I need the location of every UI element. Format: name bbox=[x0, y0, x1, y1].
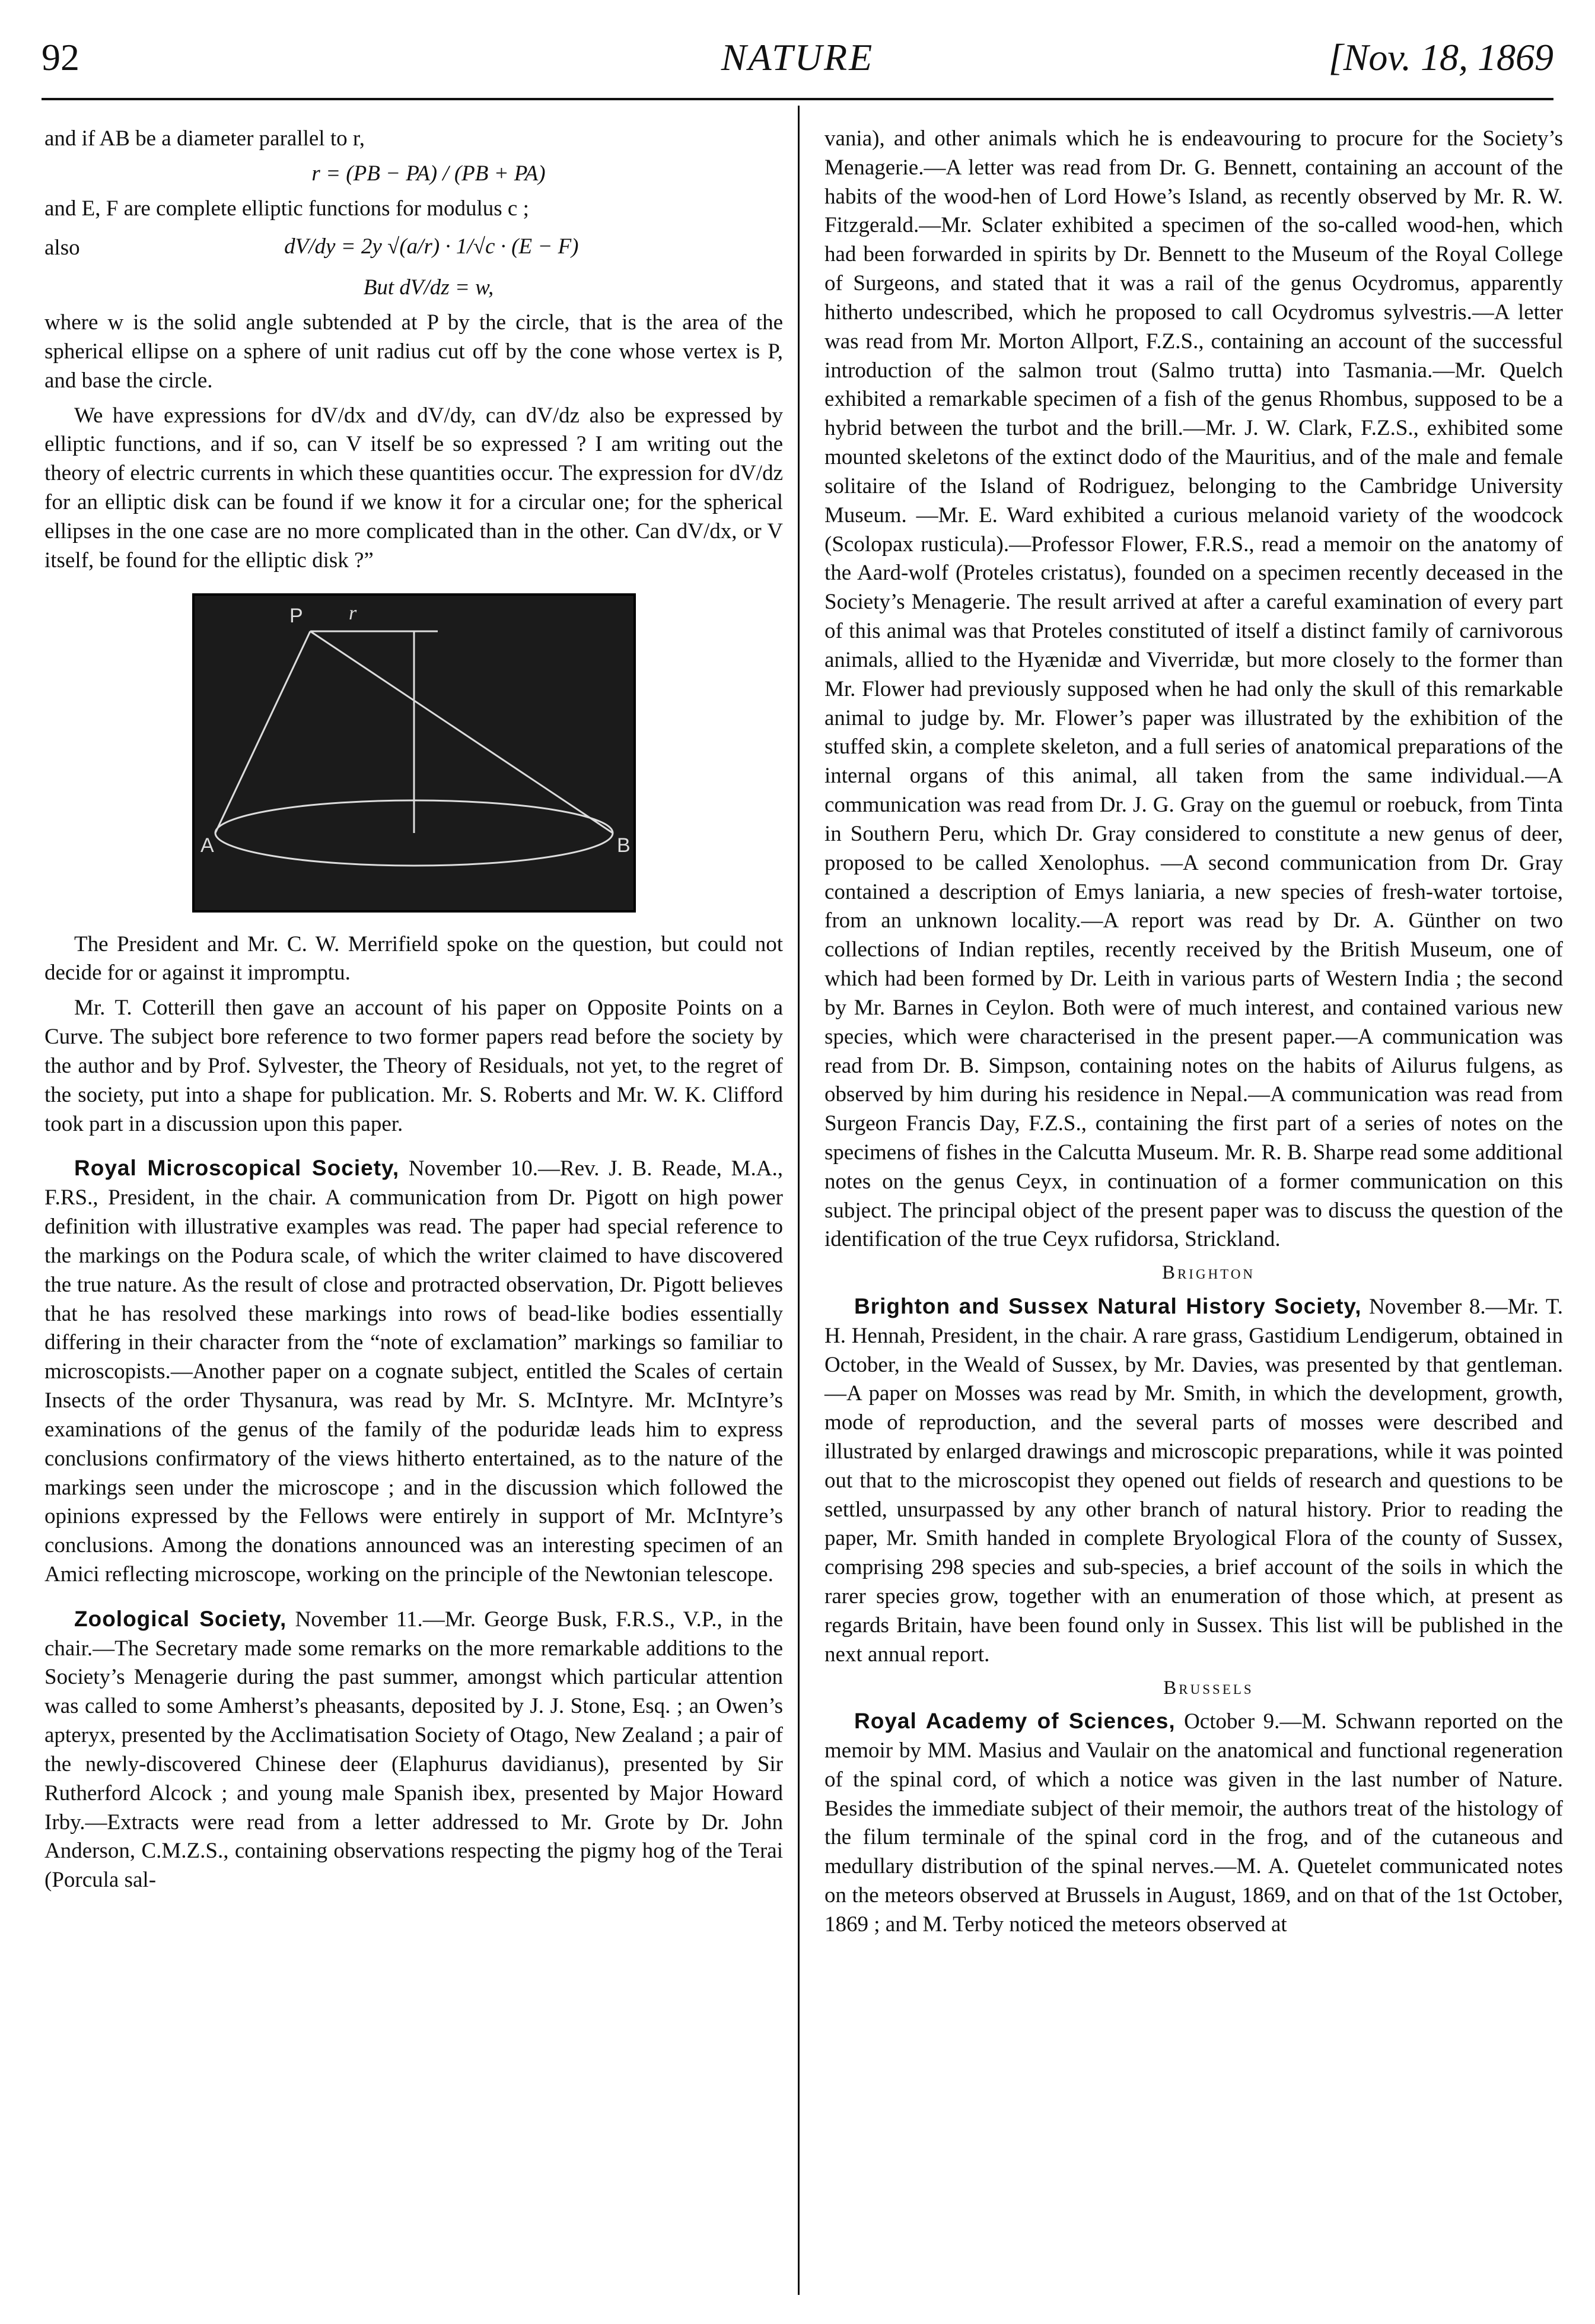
issue-date: [Nov. 18, 1869 bbox=[1328, 36, 1553, 78]
page-number: 92 bbox=[42, 36, 79, 78]
equation: dV/dy = 2y √(a/r) · 1/√c · (E − F) bbox=[284, 234, 579, 259]
equation: But dV/dz = w, bbox=[363, 275, 494, 300]
section-heading: Royal Academy of Sciences, bbox=[854, 1709, 1176, 1734]
left-column bbox=[44, 125, 783, 1901]
section-heading: Zoological Society, bbox=[74, 1606, 287, 1631]
right-column bbox=[824, 125, 1563, 1945]
section-body: November 11.—Mr. George Busk, F.R.S., V.P., in the chair.—The Secretary made some remarks on the more remarkable additions to the Society’s Menagerie during the past summer, amongst which particular attention was called to some Amherst’s pheasants, deposited by J. J. Stone, Esq. ; an Owen’s apteryx, presented by the Acclimatisation Society of Otago, New Zealand ; a pair of the newly-discovered Chinese deer (Elaphurus davidianus), presented by Sir Rutherford Alcock ; and young male Spanish ibex, presented by Major Howard Irby.—Extracts were read from a letter addressed to Mr. Grote by Dr. John Anderson, C.M.Z.S., containing observations respecting the pigmy hog of the Terai (Porcula sal- bbox=[44, 1607, 783, 1893]
equation-row bbox=[44, 229, 783, 268]
paragraph bbox=[824, 1707, 1563, 1940]
equation: r = (PB − PA) / (PB + PA) bbox=[311, 161, 546, 186]
section-body: November 10.—Rev. J. B. Reade, M.A., F.RS., President, in the chair. A communication from Dr. Pigott on high power definition with illustrative examples was read. The paper had special reference to the markings on the Podura scale, of which the writer claimed to have discovered the true nature. As the result of close and protracted observation, Dr. Pigott believes that he has resolved these markings into rows of bead-like bodies essentially differing in their character from the “note of exclamation” markings so familiar to microscopists.—Another paper on a cognate subject, entitled the Scales of certain Insects of the order Thysanura, was read by Mr. S. McIntyre. Mr. McIntyre’s examinations of the genus of the family of the poduridæ leads him to express conclusions confirmatory of the views hitherto entertained, as to the nature of the markings seen under the microscope ; and in the discussion which followed the opinions expressed by the Fellows were entirely in support of Mr. McIntyre’s conclusions. Among the donations announced was an interesting specimen of an Amici reflecting microscope, working on the principle of the Newtonian telescope. bbox=[44, 1156, 783, 1587]
label-p: P bbox=[289, 604, 303, 627]
equation-label: also bbox=[44, 236, 80, 260]
page-header bbox=[42, 36, 1553, 101]
paragraph bbox=[824, 1292, 1563, 1670]
section-body: October 9.—M. Schwann reported on the memoir by MM. Masius and Vaulair on the anatomical and functional regeneration of the spinal cord, of which a notice was given in the last number of Nature. Besides the immediate subject of their memoir, the authors treat of the histology of the filum terminale of the spinal cord in the frog, and of the cutaneous and medullary distribution of the spinal nerves.—M. A. Quetelet communicated notes on the meteors observed at Brussels in August, 1869, and on that of the 1st October, 1869 ; and M. Terby noticed the meteors observed at bbox=[824, 1709, 1563, 1937]
cone-edge-right bbox=[310, 631, 613, 833]
column-divider bbox=[798, 106, 800, 2295]
paragraph: Mr. T. Cotterill then gave an account of his paper on Opposite Points on a Curve. The subject bore reference to two former papers read before the society by the author and by Prof. Sylvester, the Theory of Residuals, not yet, to the regret of the society, put into a shape for publication. Mr. S. Roberts and Mr. W. K. Clifford took part in a discussion upon this paper. bbox=[44, 996, 783, 1136]
section-body: November 8.—Mr. T. H. Hennah, President, in the chair. A rare grass, Gastidium Lendigerum, obtained in October, in the Weald of Sussex, by Mr. Davies, was presented by that gentleman.—A paper on Mosses was read by Mr. Smith, in which the development, growth, mode of reproduction, and the several parts of mosses were described and illustrated by enlarged drawings and microscopic preparations, while it was pointed out that to the microscopist they opened out fields of research and questions to be settled, unsurpassed by any other branch of natural history. Prior to reading the paper, Mr. Smith handed in complete Bryological Flora of the county of Sussex, comprising 298 species and sub-species, a brief account of the soils in which the rarer species grow, together with an enumeration of those which, at present as regards Britain, have been found only in Sussex. This list will be published in the next annual report. bbox=[824, 1294, 1564, 1667]
cone-figure bbox=[192, 593, 636, 913]
paragraph: The President and Mr. C. W. Merrifield spoke on the question, but could not decide for or against it impromptu. bbox=[44, 931, 783, 985]
paragraph bbox=[44, 1154, 783, 1589]
paragraph: We have expressions for dV/dx and dV/dy, can dV/dz also be expressed by elliptic functions, and if so, can V itself be so expressed ? I am writing out the theory of electric currents in which these quantities occur. The expression for dV/dz for an elliptic disk can be found if we know it for a circular one; for the spherical ellipses in the one case are no more complicated than in the other. Can dV/dx, or V itself, be found for the elliptic disk ?” bbox=[44, 403, 783, 573]
paragraph: vania), and other animals which he is endeavouring to procure for the Society’s Menagerie.—A letter was read from Dr. G. Bennett, containing an account of the habits of the wood-hen of Lord Howe’s Island, as recently observed by Mr. R. W. Fitzgerald.—Mr. Sclater exhibited a specimen of the so-called wood-hen, which had been forwarded in spirits by Dr. Bennett to the Museum of the Royal College of Surgeons, and stated that it was a rail of the genus Ocydromus, apparently hitherto undescribed, which he proposed to call Ocydromus sylvestris.—A letter was read from Mr. Morton Allport, F.Z.S., containing an account of the successful introduction of the salmon trout (Salmo trutta) into Tasmania.—Mr. Quelch exhibited a remarkable specimen of a fish of the genus Rhombus, supposed to be a hybrid between the turbot and the brill.—Mr. J. W. Clark, F.Z.S., exhibited some mounted skeletons of the extinct dodo of the Mauritius, and of the male and female solitaire of the Island of Rodriguez, belonging to the Cambridge University Museum. —Mr. E. Ward exhibited a curious melanoid variety of the woodcock (Scolopax rusticula).—Professor Flower, F.R.S., read a memoir on the anatomy of the Aard-wolf (Proteles cristatus), founded on a specimen recently deceased in the Society’s Menagerie. The result arrived at after a careful examination of every part of this animal was that Proteles constituted of itself a distinct family of carnivorous animals, allied to the Hyænidæ and Viverridæ, but more closely to the former than Mr. Flower had previously supposed when he had only the skull of this remarkable animal to judge by. Mr. Flower’s paper was illustrated by the exhibition of the stuffed skin, a complete skeleton, and a full series of anatomical preparations of the internal organs of this animal, all taken from the same individual.—A communication was read from Dr. J. G. Gray on the guemul or roebuck, from Tinta in Southern Peru, which Dr. Gray considered to constitute a new genus of deer, proposed to be called Xenolophus. —A second communication from Dr. Gray contained a description of Emys laniaria, a new species of fresh-water tortoise, from an unknown locality.—A report was read by Dr. A. Günther on two collections of Indian reptiles, recently received by the British Museum, one of which had been formed by Dr. Leith in various parts of Western India ; the second by Mr. Barnes in Ceylon. Both were of much interest, and contained various new species, which were characterised in the present paper.—A communication was read from Dr. B. Simpson, containing notes on the habits of Ailurus fulgens, as observed by him during his residence in Nepal.—A communication was read from Surgeon Francis Day, F.Z.S., containing the first part of a series of notes on the specimens of fishes in the Calcutta Museum. Mr. R. B. Sharpe read some additional notes on the genus Ceyx, in continuation of a former communication on this subject. The principal object of the present paper was to discuss the question of the identification of the true Ceyx rufidorsa, Strickland. bbox=[824, 126, 1563, 1252]
section-heading: Brighton and Sussex Natural History Society, bbox=[854, 1293, 1362, 1318]
place-heading: Brighton bbox=[1161, 1262, 1256, 1284]
paragraph: where w is the solid angle subtended at P by the circle, that is the area of the spherical ellipse on a sphere of unit radius cut off by the cone whose vertex is P, and base the circle. bbox=[44, 310, 783, 393]
paragraph: and E, F are complete elliptic functions for modulus c ; bbox=[44, 196, 529, 221]
label-r: r bbox=[348, 602, 356, 624]
place-heading: Brussels bbox=[1163, 1677, 1254, 1699]
label-a: A bbox=[200, 834, 214, 857]
paragraph bbox=[44, 1605, 783, 1895]
label-b: B bbox=[616, 834, 631, 857]
journal-title: NATURE bbox=[721, 36, 874, 78]
cone-edge-left bbox=[215, 631, 310, 833]
section-heading: Royal Microscopical Society, bbox=[74, 1156, 400, 1181]
cone-diagram bbox=[195, 596, 633, 910]
header-rule bbox=[42, 98, 1553, 100]
paragraph: and if AB be a diameter parallel to r, bbox=[44, 126, 365, 151]
